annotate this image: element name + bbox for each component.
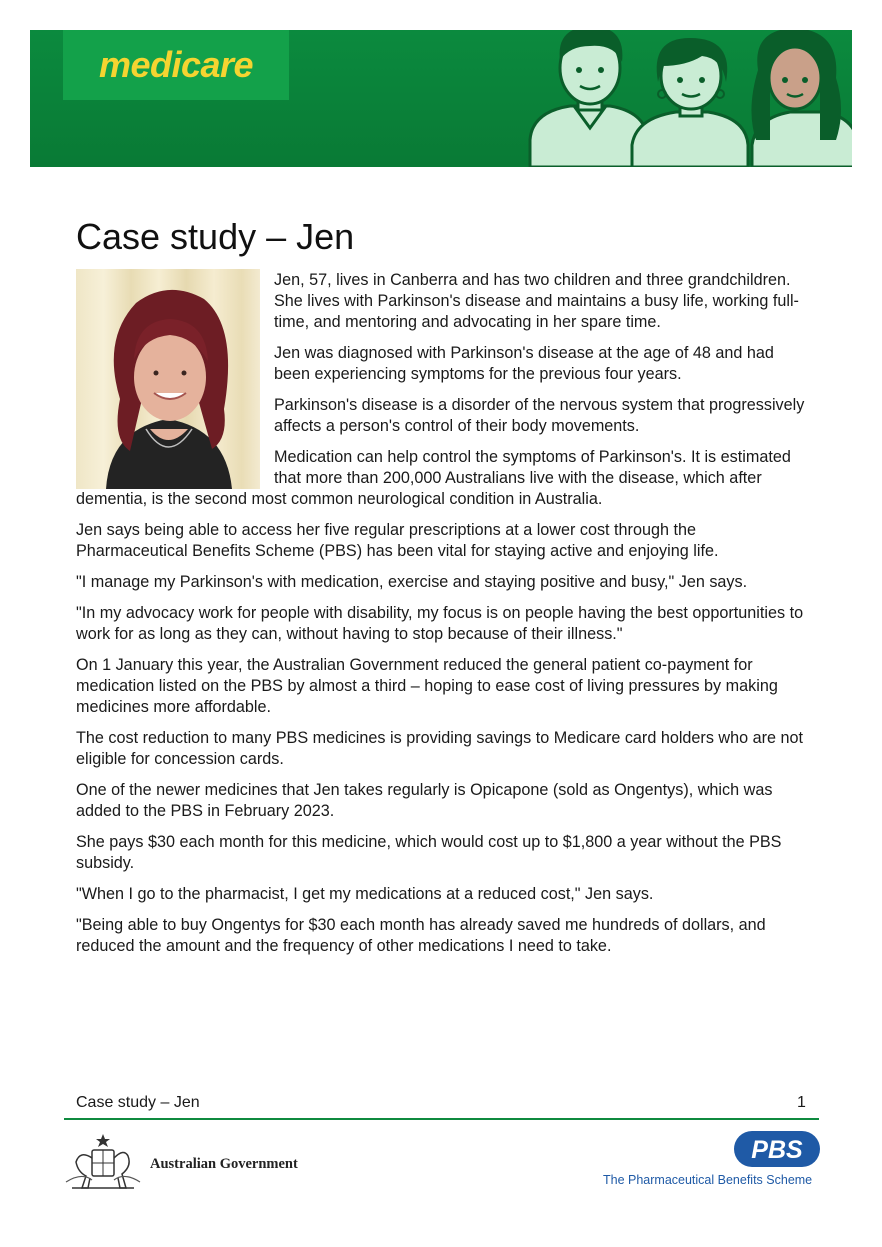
coat-of-arms-icon [62, 1132, 144, 1192]
photo-wrap-spacer [76, 270, 274, 470]
paragraph-5: Jen says being able to access her five regular prescriptions at a lower cost through the Pharmaceutical Benefits Scheme (PBS) has been vital for staying active and enjoying life. [76, 521, 719, 560]
paragraph-13: "Being able to buy Ongentys for $30 each month has already saved me hundreds of dollars, and reduced the amount and the frequency of other medications I need to take. [76, 916, 766, 955]
pbs-logo-text: PBS [751, 1136, 803, 1164]
paragraph-3: Parkinson's disease is a disorder of the nervous system that progressively affects a person's control of their body movements. [274, 396, 805, 435]
paragraph-7: "In my advocacy work for people with disability, my focus is on people having the best opportunities to work for as long as they can, without having to stop because of their illness." [76, 604, 804, 643]
medicare-logo [63, 30, 289, 100]
paragraph-2: Jen was diagnosed with Parkinson's disease at the age of 48 and had been experiencing symptoms for the previous four years. [274, 344, 774, 383]
footer-title: Case study – Jen [76, 1094, 200, 1111]
paragraph-8: On 1 January this year, the Australian Government reduced the general patient co-payment for medication listed on the PBS by almost a third – hoping to ease cost of living pressures by making medicines more affordable. [76, 656, 778, 716]
page-title: Case study – Jen [76, 216, 355, 257]
medicare-banner [30, 30, 852, 167]
page-number: 1 [797, 1094, 806, 1111]
paragraph-4: Medication can help control the symptoms of Parkinson's. It is estimated that more than 200,000 Australians live with the disease, which after dementia, is the second most common neurological condition in Australia. [76, 448, 791, 508]
paragraph-12: "When I go to the pharmacist, I get my medications at a reduced cost," Jen says. [76, 885, 654, 903]
paragraph-6: "I manage my Parkinson's with medication, exercise and staying positive and busy," Jen says. [76, 573, 748, 591]
pbs-logo-icon [734, 1131, 820, 1167]
paragraph-1: Jen, 57, lives in Canberra and has two children and three grandchildren. She lives with Parkinson's disease and maintains a busy life, working full-time, and mentoring and advocating in her spare time. [274, 271, 799, 331]
article-body [76, 270, 806, 967]
paragraph-10: One of the newer medicines that Jen takes regularly is Opicapone (sold as Ongentys), which was added to the PBS in February 2023. [76, 781, 773, 820]
footer-divider [64, 1118, 819, 1120]
pbs-subtitle: The Pharmaceutical Benefits Scheme [603, 1173, 813, 1187]
three-people-illustration-icon [490, 30, 852, 167]
medicare-logo-text: medicare [98, 44, 254, 85]
paragraph-9: The cost reduction to many PBS medicines is providing savings to Medicare card holders who are not eligible for concession cards. [76, 729, 803, 768]
paragraph-11: She pays $30 each month for this medicine, which would cost up to $1,800 a year without the PBS subsidy. [76, 833, 782, 872]
australian-government-label: Australian Government [150, 1156, 298, 1172]
